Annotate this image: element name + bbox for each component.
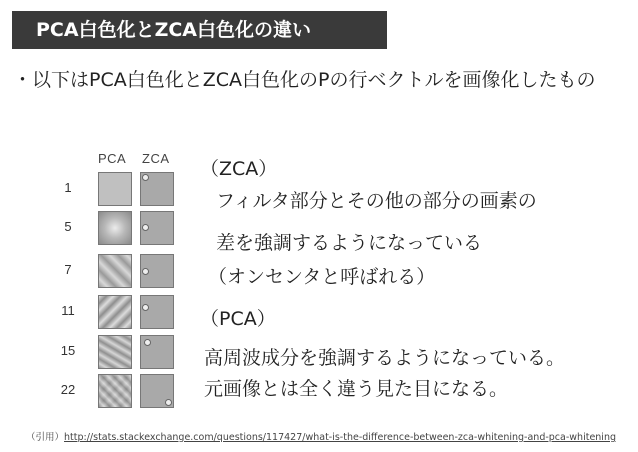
zca-filter-image (140, 172, 174, 206)
pca-filter-image (98, 211, 132, 245)
pca-filter-image (98, 335, 132, 369)
slide-title: PCA白色化とZCA白色化の違い (12, 11, 387, 49)
zca-center-dot (142, 304, 149, 311)
zca-center-dot (144, 339, 151, 346)
pca-note-line1: 高周波成分を強調するようになっている。 (204, 347, 566, 369)
row-label: 1 (64, 180, 72, 195)
row-label: 11 (61, 303, 75, 318)
pca-filter-image (98, 172, 132, 206)
citation (26, 429, 616, 443)
zca-center-dot (142, 224, 149, 231)
row-label: 15 (60, 343, 76, 358)
column-header-zca: ZCA (142, 151, 170, 166)
pca-note-line2: 元画像とは全く違う見た目になる。 (204, 378, 509, 400)
column-header-pca: PCA (98, 151, 127, 166)
zca-center-dot (165, 399, 172, 406)
zca-filter-image (140, 295, 174, 329)
zca-note-line1: フィルタ部分とその他の部分の画素の (216, 190, 537, 212)
zca-filter-image (140, 211, 174, 245)
zca-filter-image (140, 335, 174, 369)
pca-heading: （PCA） (200, 308, 276, 330)
zca-filter-image (140, 254, 174, 288)
citation-prefix: （引用） (26, 432, 65, 443)
row-label: 22 (60, 382, 76, 397)
zca-filter-image (140, 374, 174, 408)
bullet-text: ・以下はPCA白色化とZCA白色化のPの行ベクトルを画像化したもの (13, 69, 596, 91)
zca-center-dot (142, 268, 149, 275)
zca-note-line3: （オンセンタと呼ばれる） (208, 266, 436, 288)
pca-filter-image (98, 295, 132, 329)
row-label: 5 (64, 219, 72, 234)
pca-filter-image (98, 254, 132, 288)
row-label: 7 (64, 262, 72, 277)
zca-note-line2: 差を強調するようになっている (216, 232, 483, 254)
zca-heading: （ZCA） (200, 158, 278, 180)
pca-filter-image (98, 374, 132, 408)
zca-center-dot (142, 174, 149, 181)
citation-link[interactable]: http://stats.stackexchange.com/questions/117427/what-is-the-difference-between-zca-whitening-and-pca-whitening (64, 432, 616, 443)
